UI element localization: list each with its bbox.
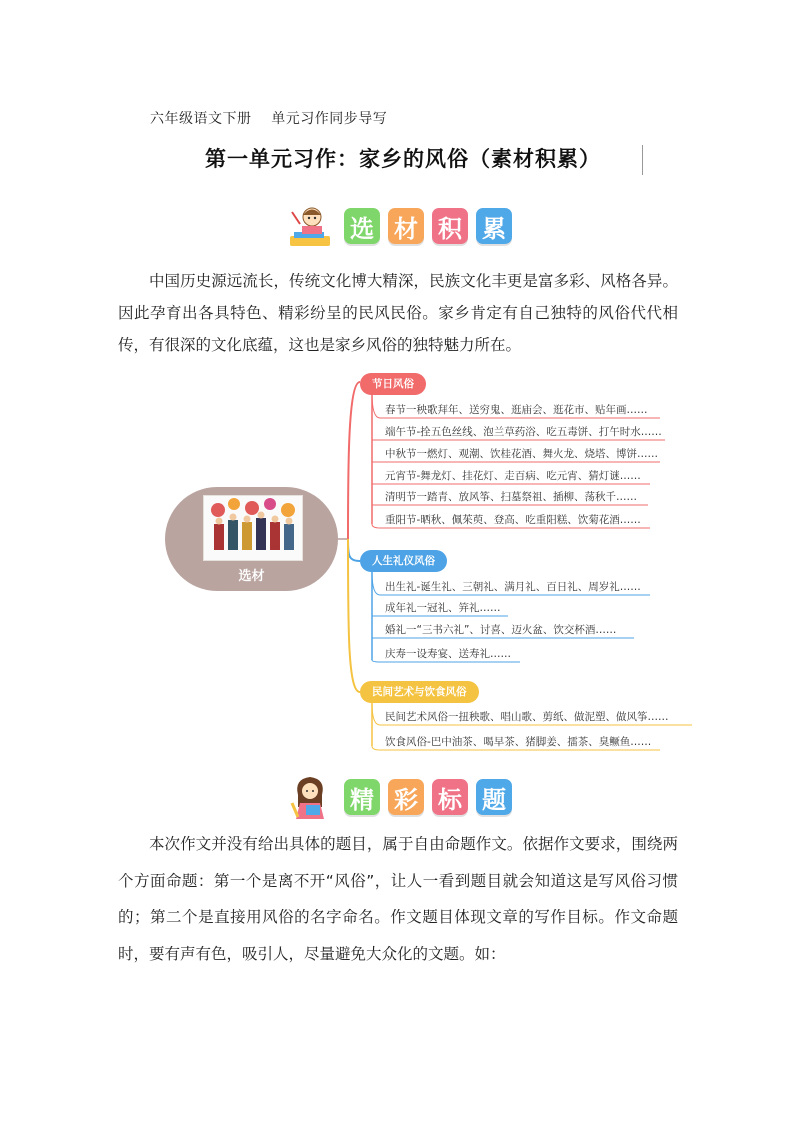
folk-performers-picture — [203, 495, 303, 561]
list-item: 清明节一踏青、放风筝、扫墓祭祖、插柳、荡秋千…… — [385, 491, 637, 503]
text-cursor-bar — [642, 145, 643, 175]
banner2-tile-4: 题 — [476, 779, 512, 815]
page-title: 第一单元习作：家乡的风俗（素材积累） — [205, 147, 601, 171]
list-item: 元宵节-舞龙灯、挂花灯、走百病、吃元宵、猜灯谜…… — [385, 470, 641, 482]
banner2-tile-2: 彩 — [388, 779, 424, 815]
guide-paragraph: 本次作文并没有给出具体的题目，属于自由命题作文。依据作文要求，围绕两个方面命题：第一个是离不开“风俗”，让人一看到题目就会知道这是写风俗习惯的；第二个是直接用风俗的名字命名。作文题目体现文章的写作目标。作文命题时，要有声有色，吸引人，尽量避免大众化的文题。如： — [118, 835, 678, 963]
list-item: 成年礼一冠礼、笄礼…… — [385, 602, 501, 614]
mindmap-center-label: 选材 — [238, 569, 265, 584]
intro-paragraph-block — [118, 265, 678, 361]
banner2-tile-3: 标 — [432, 779, 468, 815]
branch-festival-customs: 节日风俗 — [360, 373, 426, 395]
list-item: 端午节-拴五色丝线、泡兰草药浴、吃五毒饼、打午时水…… — [385, 426, 662, 438]
intro-paragraph: 中国历史源远流长，传统文化博大精深，民族文化丰更是富多彩、风格各异。因此孕育出各具特色、精彩纷呈的民风民俗。家乡肯定有自己独特的风俗代代相传，有很深的文化底蕴，这也是家乡风俗的独特魅力所在。 — [118, 272, 678, 354]
list-item: 婚礼一“三书六礼”、讨喜、迈火盆、饮交杯酒…… — [385, 624, 617, 636]
girl-with-book-icon — [286, 773, 334, 821]
banner2-tile-1: 精 — [344, 779, 380, 815]
section-banner-material — [286, 202, 520, 250]
list-item: 出生礼-诞生礼、三朝礼、满月礼、百日礼、周岁礼…… — [385, 581, 641, 593]
mindmap-center-node — [165, 487, 338, 591]
list-item: 重阳节-晒秋、佩茱萸、登高、吃重阳糕、饮菊花酒…… — [385, 514, 641, 526]
banner1-tile-3: 积 — [432, 208, 468, 244]
section-banner-titles — [286, 773, 520, 821]
guide-paragraph-block — [118, 826, 678, 972]
branch-life-etiquette: 人生礼仪风俗 — [360, 550, 447, 572]
banner1-tile-1: 选 — [344, 208, 380, 244]
list-item: 庆寿一设寿宴、送寿礼…… — [385, 648, 511, 660]
list-item: 春节一秧歌拜年、送穷鬼、逛庙会、逛花市、贴年画…… — [385, 404, 648, 416]
banner1-tile-2: 材 — [388, 208, 424, 244]
banner1-tile-4: 累 — [476, 208, 512, 244]
student-reading-icon — [286, 202, 334, 250]
mindmap — [160, 370, 720, 760]
branch-folk-art-food: 民间艺术与饮食风俗 — [360, 681, 479, 703]
list-item: 民间艺术风俗一扭秧歌、唱山歌、剪纸、做泥塑、做风筝…… — [385, 711, 669, 723]
list-item: 饮食风俗-巴中油茶、喝早茶、猪脚姜、擂茶、臭鳜鱼…… — [385, 736, 652, 748]
list-item: 中秋节一燃灯、观潮、饮桂花酒、舞火龙、烧塔、博饼…… — [385, 448, 658, 460]
page-header: 六年级语文下册 单元习作同步导写 — [150, 111, 388, 127]
